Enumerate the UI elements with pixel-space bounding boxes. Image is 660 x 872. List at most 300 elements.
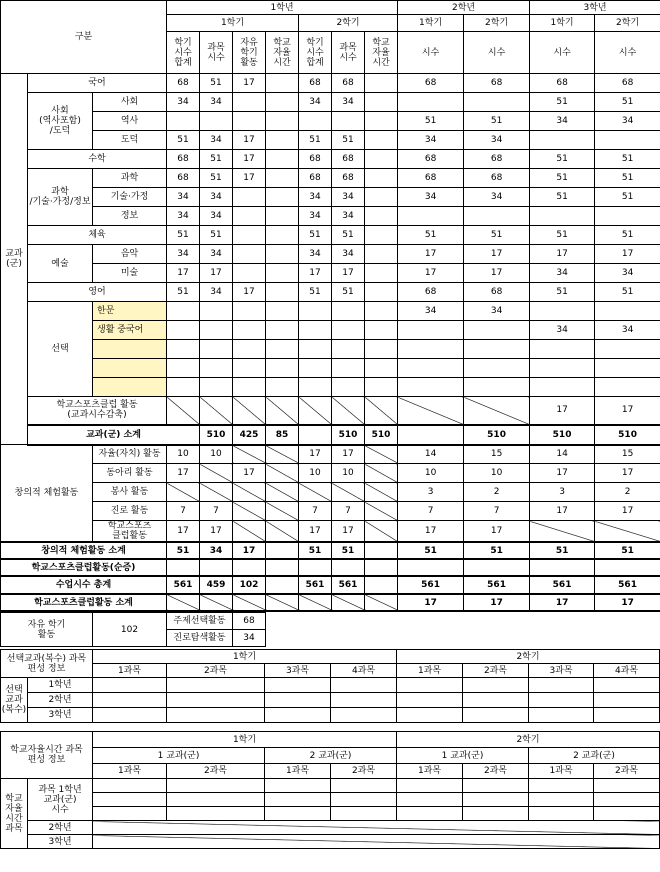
- subject-label: 한문: [93, 302, 167, 321]
- value-cell: 68: [332, 150, 365, 169]
- value-cell: [365, 112, 398, 131]
- value-cell: [266, 464, 299, 483]
- section-creative-label: 창의적 체험활동: [1, 445, 93, 543]
- value-cell: 17: [530, 245, 595, 264]
- value-cell: [464, 559, 530, 576]
- value-cell: [332, 302, 365, 321]
- value-cell: 68: [398, 150, 464, 169]
- value-cell: [266, 169, 299, 188]
- value-cell: [200, 397, 233, 425]
- value-cell: 68: [464, 74, 530, 93]
- value-cell: 51: [167, 542, 200, 559]
- value-cell: 17: [595, 464, 660, 483]
- value-cell: [299, 321, 332, 340]
- subject-label: 수학: [28, 150, 167, 169]
- value-cell: 34: [299, 188, 332, 207]
- value-cell: 561: [530, 576, 595, 594]
- value-cell: [167, 112, 200, 131]
- header-subject-hours-2: 과목 시수: [332, 32, 365, 74]
- value-cell: 17: [233, 169, 266, 188]
- value-cell: 34: [299, 245, 332, 264]
- header-y1-sem2: 2학기: [299, 15, 398, 32]
- value-cell: [595, 131, 660, 150]
- value-cell: 17: [464, 264, 530, 283]
- value-cell: [266, 594, 299, 611]
- header-subject-hours: 과목 시수: [200, 32, 233, 74]
- elective-subject-3: 3과목: [265, 664, 331, 678]
- value-cell: [233, 207, 266, 226]
- value-cell: 68: [464, 283, 530, 302]
- subject-label: 정보: [93, 207, 167, 226]
- value-cell: 51: [530, 283, 595, 302]
- group-label-science: 과학 /기술·가정/정보: [28, 169, 93, 226]
- header-school-time-2: 학교 자율 시간: [365, 32, 398, 74]
- value-cell: 34: [167, 245, 200, 264]
- value-cell: 17: [595, 397, 660, 425]
- school-time-subject-2: 2과목: [331, 764, 397, 779]
- value-cell: [332, 112, 365, 131]
- value-cell: 34: [398, 131, 464, 150]
- value-cell: [530, 207, 595, 226]
- sports-label: 학교스포츠클럽 활동 (교과시수감축): [28, 397, 167, 425]
- value-cell: 34: [464, 302, 530, 321]
- value-cell: [365, 378, 398, 397]
- value-cell: 34: [398, 188, 464, 207]
- elective-info-label: 선택교과(복수) 과목 편성 정보: [1, 650, 93, 678]
- subject-label: 체육: [28, 226, 167, 245]
- value-cell: [233, 93, 266, 112]
- value-cell: 510: [200, 425, 233, 445]
- sports-sequence-label: 학교스포츠클럽활동(순증): [1, 559, 167, 576]
- value-cell: 17: [167, 464, 200, 483]
- value-cell: [200, 559, 233, 576]
- value-cell: [299, 425, 332, 445]
- value-cell: [299, 559, 332, 576]
- value-cell: [233, 112, 266, 131]
- value-cell: [167, 340, 200, 359]
- elective-sem1: 1학기: [93, 650, 397, 664]
- sports-subtotal-label: 학교스포츠클럽활동 소계: [1, 594, 167, 611]
- value-cell: 17: [332, 264, 365, 283]
- school-time-subject-2: 2과목: [167, 764, 265, 779]
- subject-label: 도덕: [93, 131, 167, 150]
- school-time-table: [0, 731, 660, 849]
- value-cell: [365, 542, 398, 559]
- value-cell: 34: [530, 321, 595, 340]
- diagonal-cell: [93, 821, 660, 835]
- value-cell: [266, 359, 299, 378]
- creative-label: 봉사 활동: [93, 483, 167, 502]
- school-time-group-2: 2 교과(군): [529, 748, 660, 764]
- value-cell: [233, 340, 266, 359]
- value-cell: [200, 359, 233, 378]
- free-semester-item-hours: 34: [233, 630, 266, 647]
- elective-sem2: 2학기: [397, 650, 660, 664]
- value-cell: 34: [200, 542, 233, 559]
- total-hours-label: 수업시수 총계: [1, 576, 167, 594]
- value-cell: [167, 378, 200, 397]
- value-cell: 17: [200, 521, 233, 543]
- school-time-group-2: 2 교과(군): [265, 748, 397, 764]
- free-semester-blank: [266, 613, 659, 647]
- school-time-grade: 2학년: [28, 821, 93, 835]
- value-cell: [595, 359, 660, 378]
- value-cell: [365, 264, 398, 283]
- value-cell: 10: [464, 464, 530, 483]
- subject-label: 사회: [93, 93, 167, 112]
- value-cell: 7: [299, 502, 332, 521]
- school-time-grade: 3학년: [28, 835, 93, 849]
- value-cell: 14: [530, 445, 595, 464]
- value-cell: [365, 283, 398, 302]
- value-cell: [233, 264, 266, 283]
- school-time-subject-1: 1과목: [397, 764, 463, 779]
- value-cell: [398, 378, 464, 397]
- value-cell: [233, 226, 266, 245]
- value-cell: 17: [299, 521, 332, 543]
- value-cell: 68: [167, 150, 200, 169]
- value-cell: [167, 559, 200, 576]
- elective-subject-1: 1과목: [93, 664, 167, 678]
- value-cell: [398, 559, 464, 576]
- value-cell: [365, 321, 398, 340]
- subject-label: [93, 340, 167, 359]
- elective-subject-3: 3과목: [529, 664, 594, 678]
- value-cell: 51: [595, 542, 660, 559]
- elective-subject-2: 2과목: [463, 664, 529, 678]
- value-cell: 34: [299, 93, 332, 112]
- value-cell: 34: [595, 321, 660, 340]
- value-cell: [595, 378, 660, 397]
- value-cell: 561: [464, 576, 530, 594]
- value-cell: [266, 131, 299, 150]
- value-cell: [464, 340, 530, 359]
- value-cell: 51: [530, 188, 595, 207]
- value-cell: 68: [332, 74, 365, 93]
- value-cell: [266, 502, 299, 521]
- value-cell: [266, 559, 299, 576]
- value-cell: 17: [595, 502, 660, 521]
- value-cell: 68: [167, 169, 200, 188]
- free-semester-hours: 102: [93, 613, 167, 647]
- value-cell: [365, 207, 398, 226]
- value-cell: 51: [200, 74, 233, 93]
- value-cell: [332, 378, 365, 397]
- value-cell: 561: [299, 576, 332, 594]
- value-cell: [299, 112, 332, 131]
- value-cell: [398, 425, 464, 445]
- value-cell: 68: [398, 169, 464, 188]
- value-cell: [299, 594, 332, 611]
- value-cell: [233, 321, 266, 340]
- value-cell: [167, 594, 200, 611]
- value-cell: [530, 131, 595, 150]
- value-cell: 68: [464, 150, 530, 169]
- value-cell: 34: [200, 245, 233, 264]
- value-cell: [167, 483, 200, 502]
- value-cell: 68: [299, 74, 332, 93]
- value-cell: 17: [398, 594, 464, 611]
- value-cell: 51: [398, 542, 464, 559]
- value-cell: 51: [595, 226, 660, 245]
- subject-label: 과학: [93, 169, 167, 188]
- value-cell: 2: [595, 483, 660, 502]
- header-hours: 시수: [464, 32, 530, 74]
- value-cell: 51: [595, 150, 660, 169]
- value-cell: [233, 483, 266, 502]
- value-cell: 17: [233, 542, 266, 559]
- value-cell: 51: [595, 283, 660, 302]
- value-cell: 17: [332, 445, 365, 464]
- value-cell: 51: [595, 169, 660, 188]
- subject-label: 생활 중국어: [93, 321, 167, 340]
- value-cell: 17: [398, 245, 464, 264]
- value-cell: [266, 207, 299, 226]
- value-cell: [266, 576, 299, 594]
- school-time-subject-2: 2과목: [594, 764, 660, 779]
- subject-label: 음악: [93, 245, 167, 264]
- value-cell: [530, 521, 595, 543]
- value-cell: 17: [398, 264, 464, 283]
- header-hours: 시수: [530, 32, 595, 74]
- school-time-sem1: 1학기: [93, 732, 397, 748]
- value-cell: 17: [398, 521, 464, 543]
- value-cell: [266, 264, 299, 283]
- value-cell: [266, 112, 299, 131]
- value-cell: [595, 340, 660, 359]
- free-semester-item-name: 주제선택활동: [167, 613, 233, 630]
- value-cell: 7: [167, 502, 200, 521]
- value-cell: 34: [167, 207, 200, 226]
- school-time-subject-2: 2과목: [463, 764, 529, 779]
- school-time-sem2: 2학기: [397, 732, 660, 748]
- value-cell: [233, 359, 266, 378]
- value-cell: 34: [332, 245, 365, 264]
- value-cell: [398, 93, 464, 112]
- value-cell: [365, 483, 398, 502]
- value-cell: [365, 464, 398, 483]
- value-cell: [167, 397, 200, 425]
- group-label-arts: 예술: [28, 245, 93, 283]
- value-cell: [332, 594, 365, 611]
- value-cell: [365, 502, 398, 521]
- value-cell: 34: [299, 207, 332, 226]
- value-cell: 51: [332, 542, 365, 559]
- elective-subject-1: 1과목: [397, 664, 463, 678]
- value-cell: 68: [398, 74, 464, 93]
- value-cell: 459: [200, 576, 233, 594]
- value-cell: 51: [332, 131, 365, 150]
- value-cell: [398, 340, 464, 359]
- value-cell: 561: [167, 576, 200, 594]
- value-cell: [266, 188, 299, 207]
- value-cell: [233, 188, 266, 207]
- value-cell: 51: [200, 226, 233, 245]
- value-cell: 17: [167, 264, 200, 283]
- value-cell: [233, 521, 266, 543]
- creative-label: 동아리 활동: [93, 464, 167, 483]
- value-cell: 51: [299, 226, 332, 245]
- header-total-hours: 학기 시수 합계: [167, 32, 200, 74]
- value-cell: 17: [595, 594, 660, 611]
- value-cell: 34: [530, 112, 595, 131]
- value-cell: [266, 340, 299, 359]
- value-cell: [299, 378, 332, 397]
- value-cell: 17: [233, 283, 266, 302]
- value-cell: 51: [200, 169, 233, 188]
- value-cell: 15: [464, 445, 530, 464]
- value-cell: [530, 340, 595, 359]
- header-y3-sem1: 1학기: [530, 15, 595, 32]
- value-cell: 425: [233, 425, 266, 445]
- value-cell: [266, 397, 299, 425]
- value-cell: 10: [200, 445, 233, 464]
- value-cell: [266, 521, 299, 543]
- school-time-group-1: 1 교과(군): [397, 748, 529, 764]
- value-cell: [332, 359, 365, 378]
- value-cell: 17: [233, 150, 266, 169]
- value-cell: [233, 245, 266, 264]
- value-cell: [398, 397, 464, 425]
- value-cell: 68: [332, 169, 365, 188]
- value-cell: 51: [464, 542, 530, 559]
- subject-label: 기술·가정: [93, 188, 167, 207]
- value-cell: [200, 464, 233, 483]
- value-cell: [332, 397, 365, 425]
- value-cell: 10: [167, 445, 200, 464]
- value-cell: 7: [200, 502, 233, 521]
- value-cell: 51: [167, 131, 200, 150]
- value-cell: [167, 302, 200, 321]
- value-cell: 510: [530, 425, 595, 445]
- free-semester-table: [0, 612, 659, 647]
- value-cell: 3: [398, 483, 464, 502]
- school-time-subject-1: 1과목: [529, 764, 594, 779]
- value-cell: 34: [200, 283, 233, 302]
- elective-info-table: [0, 649, 660, 723]
- creative-subtotal-label: 창의적 체험활동 소계: [1, 542, 167, 559]
- subject-subtotal-label: 교과(군) 소계: [28, 425, 200, 445]
- value-cell: [233, 397, 266, 425]
- creative-label: 진로 활동: [93, 502, 167, 521]
- value-cell: [464, 397, 530, 425]
- value-cell: 51: [332, 283, 365, 302]
- value-cell: [266, 378, 299, 397]
- subject-label: 역사: [93, 112, 167, 131]
- value-cell: [365, 245, 398, 264]
- value-cell: [266, 74, 299, 93]
- header-total-hours-2: 학기 시수 합계: [299, 32, 332, 74]
- value-cell: 15: [595, 445, 660, 464]
- value-cell: [595, 207, 660, 226]
- value-cell: [332, 559, 365, 576]
- value-cell: 34: [332, 188, 365, 207]
- elective-grade: 2학년: [28, 693, 93, 708]
- value-cell: 51: [530, 169, 595, 188]
- value-cell: [200, 340, 233, 359]
- value-cell: [233, 559, 266, 576]
- subject-label: 국어: [28, 74, 167, 93]
- value-cell: 561: [595, 576, 660, 594]
- header-school-time: 학교 자율 시간: [266, 32, 299, 74]
- value-cell: [365, 521, 398, 543]
- value-cell: 17: [299, 445, 332, 464]
- value-cell: 510: [464, 425, 530, 445]
- value-cell: [398, 207, 464, 226]
- value-cell: [398, 359, 464, 378]
- section-subjects-label: 교과 (군): [1, 74, 28, 445]
- value-cell: 14: [398, 445, 464, 464]
- value-cell: [365, 226, 398, 245]
- value-cell: 34: [332, 207, 365, 226]
- value-cell: [365, 594, 398, 611]
- value-cell: [365, 559, 398, 576]
- value-cell: 17: [595, 245, 660, 264]
- free-semester-item-hours: 68: [233, 613, 266, 630]
- value-cell: [167, 359, 200, 378]
- value-cell: [233, 302, 266, 321]
- creative-label: 자율(자치) 활동: [93, 445, 167, 464]
- value-cell: [266, 226, 299, 245]
- value-cell: [365, 188, 398, 207]
- value-cell: [530, 559, 595, 576]
- value-cell: [200, 321, 233, 340]
- group-label-elective: 선택: [28, 302, 93, 397]
- header-y3-sem2: 2학기: [595, 15, 660, 32]
- value-cell: 34: [167, 93, 200, 112]
- value-cell: 51: [398, 112, 464, 131]
- header-y1-sem1: 1학기: [167, 15, 299, 32]
- value-cell: 510: [365, 425, 398, 445]
- value-cell: 34: [200, 188, 233, 207]
- value-cell: 51: [299, 542, 332, 559]
- value-cell: 17: [530, 502, 595, 521]
- header-y2-sem1: 1학기: [398, 15, 464, 32]
- value-cell: [200, 483, 233, 502]
- value-cell: [332, 340, 365, 359]
- header-year-3: 3학년: [530, 1, 660, 15]
- value-cell: 51: [530, 150, 595, 169]
- value-cell: [332, 483, 365, 502]
- value-cell: 7: [398, 502, 464, 521]
- value-cell: 17: [464, 521, 530, 543]
- value-cell: [299, 483, 332, 502]
- school-time-grade1: 과목 1학년 교과(군) 시수: [28, 779, 93, 821]
- value-cell: [530, 378, 595, 397]
- value-cell: 17: [332, 521, 365, 543]
- elective-subject-2: 2과목: [167, 664, 265, 678]
- value-cell: [266, 245, 299, 264]
- value-cell: 10: [398, 464, 464, 483]
- value-cell: 34: [595, 264, 660, 283]
- value-cell: [365, 169, 398, 188]
- value-cell: 85: [266, 425, 299, 445]
- value-cell: 51: [464, 112, 530, 131]
- value-cell: 17: [464, 245, 530, 264]
- value-cell: 68: [464, 169, 530, 188]
- value-cell: 17: [167, 521, 200, 543]
- value-cell: 51: [299, 131, 332, 150]
- value-cell: 510: [332, 425, 365, 445]
- header-year-1: 1학년: [167, 1, 398, 15]
- value-cell: [365, 131, 398, 150]
- value-cell: [595, 302, 660, 321]
- value-cell: 17: [530, 397, 595, 425]
- subject-label: [93, 359, 167, 378]
- value-cell: [299, 340, 332, 359]
- value-cell: 10: [299, 464, 332, 483]
- value-cell: 51: [530, 542, 595, 559]
